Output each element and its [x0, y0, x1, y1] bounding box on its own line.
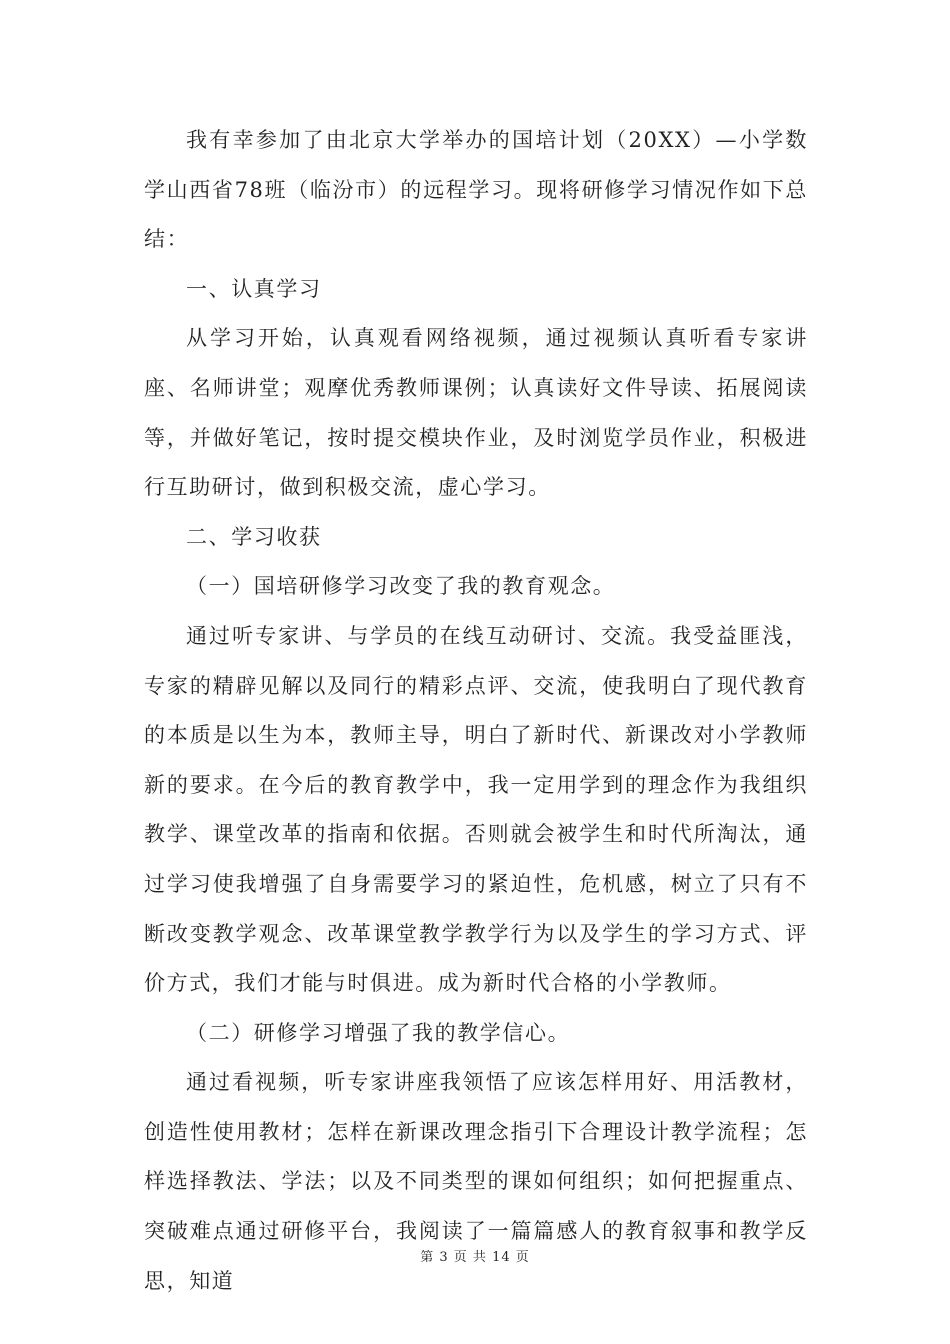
- paragraph-confidence: 通过看视频，听专家讲座我领悟了应该怎样用好、用活教材，创造性使用教材；怎样在新课改理念指引下合理设计教学流程；怎样选择教法、学法；以及不同类型的课如何组织；如何把握重点、突破难点通过研修平台，我阅读了一篇篇感人的教育叙事和教学反思，知道: [144, 1070, 808, 1293]
- paragraph-study: 从学习开始，认真观看网络视频，通过视频认真听看专家讲座、名师讲堂；观摩优秀教师课例；认真读好文件导读、拓展阅读等，并做好笔记，按时提交模块作业，及时浏览学员作业，积极进行互助研讨，做到积极交流，虚心学习。: [144, 326, 808, 500]
- footer-current-page: 3: [439, 1250, 449, 1265]
- paragraph-concept: 通过听专家讲、与学员的在线互动研讨、交流。我受益匪浅，专家的精辟见解以及同行的精彩点评、交流，使我明白了现代教育的本质是以生为本，教师主导，明白了新时代、新课改对小学教师新的要求。在今后的教育教学中，我一定用学到的理念作为我组织教学、课堂改革的指南和依据。否则就会被学生和时代所淘汰，通过学习使我增强了自身需要学习的紧迫性，危机感，树立了只有不断改变教学观念、改革课堂教学教学行为以及学生的学习方式、评价方式，我们才能与时俱进。成为新时代合格的小学教师。: [144, 623, 808, 996]
- page-footer: [0, 1246, 950, 1265]
- footer-total-pages: 14: [492, 1250, 511, 1265]
- footer-suffix: 页: [515, 1250, 530, 1265]
- section-heading-2: 二、学习收获: [186, 524, 322, 549]
- document-body: [144, 116, 808, 1306]
- footer-middle: 页 共: [453, 1250, 487, 1265]
- section-heading-1: 一、认真学习: [186, 276, 322, 301]
- subsection-heading-1: （一）国培研修学习改变了我的教育观念。: [186, 574, 616, 599]
- subsection-heading-2: （二）研修学习增强了我的教学信心。: [186, 1020, 571, 1045]
- footer-prefix: 第: [420, 1250, 435, 1265]
- paragraph-intro: 我有幸参加了由北京大学举办的国培计划（20XX）—小学数学山西省78班（临汾市）的远程学习。现将研修学习情况作如下总结：: [144, 128, 808, 252]
